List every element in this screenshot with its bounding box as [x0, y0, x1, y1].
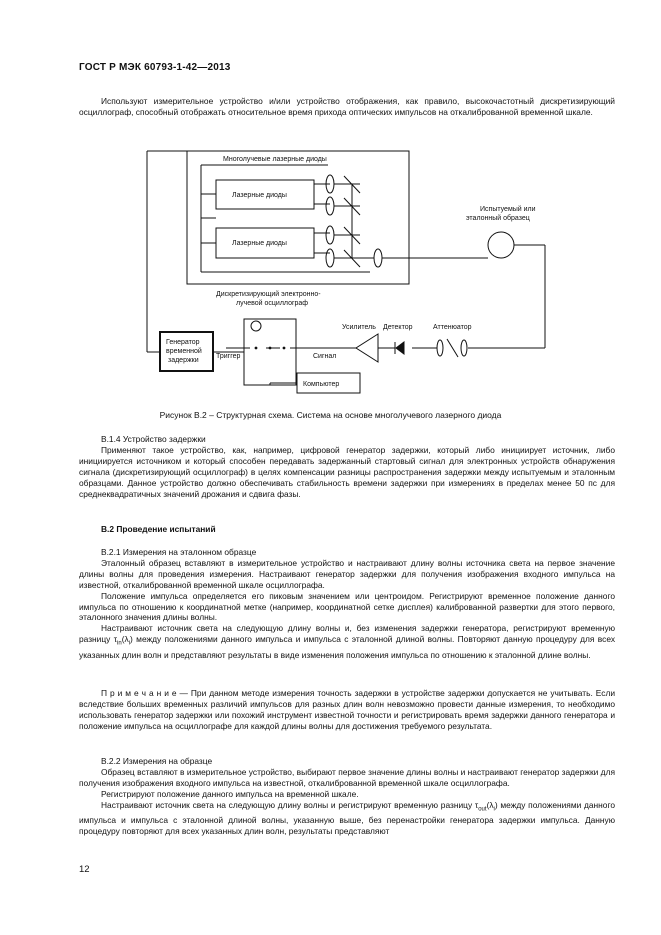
label-osc-1: Дискретизирующий электронно- [216, 291, 321, 298]
label-generator-1: Генератор [166, 339, 200, 346]
label-trigger: Триггер [216, 353, 241, 360]
figure-caption: Рисунок В.2 – Структурная схема. Система на основе многолучевого лазерного диода [159, 410, 502, 420]
label-generator-3: задержки [168, 357, 199, 364]
fiber-sample-coil [488, 232, 514, 258]
section-b14-heading: В.1.4 Устройство задержки [101, 434, 206, 444]
attenuator-lens-1 [461, 340, 467, 356]
label-amplifier: Усилитель [342, 324, 376, 331]
lens-3 [326, 226, 334, 244]
section-b22-p1: Образец вставляют в измерительное устройство, выбирают первое значение длины волны и настраивают генератор задержки для получения изображения входного импульса на известной, откалиброванной временной шкале осциллографа. [79, 766, 615, 788]
lens-2 [326, 197, 334, 215]
note-paragraph [79, 688, 615, 732]
section-b14 [79, 434, 615, 499]
lens-5 [374, 249, 382, 267]
block-diagram [0, 0, 661, 420]
label-attenuator: Аттенюатор [433, 324, 472, 331]
label-sample-2: эталонный образец [466, 215, 530, 222]
label-sample-1: Испытуемый или [480, 206, 536, 213]
label-generator-2: временной [166, 348, 202, 355]
page-number: 12 [79, 864, 90, 875]
label-diodes-1: Лазерные диоды [232, 192, 287, 199]
attenuator-lens-2 [437, 340, 443, 356]
detector-diode [396, 342, 404, 354]
section-b21-p3: Настраивают источник света на следующую длину волны и, без изменения задержки генератора, регистрируют временную разницу $\tau_{in}(\lambda_i)$ между положениями данного импульса и импульса с эталонной длиной волны. Повторяют данную процедуру для всех указанных длин волн и представляют результаты в виде изменения положения импульса по отношению к эталонной длине волны. [79, 623, 616, 660]
section-b22-p2: Регистрируют положение данного импульса на временной шкале. [101, 788, 359, 799]
note-text: При данном методе измерения точность задержки в устройстве задержки допускается не учитывать. Если вследствие больших временных различий импульсов для разных длин волн невозможно провести данные измерения, то необходимо использовать генератор задержки или похожий инструмент известной точности и регистрировать время задержки данного генератора и положение импульса на осциллографе для каждой длины волны для достижения требуемого результата. [79, 688, 616, 731]
label-detector: Детектор [383, 324, 413, 331]
section-b21-heading: В.2.1 Измерения на эталонном образце [101, 547, 257, 557]
section-b22-heading: В.2.2 Измерения на образце [101, 756, 213, 766]
section-b21-p1: Эталонный образец вставляют в измерительное устройство и настраивают длину волны источника света на первое значение длины волны для проведения измерения. Настраивают генератор задержки для получения изображения входного импульса на известной, откалиброванной временной шкале осциллографа. [79, 557, 615, 590]
section-b21 [79, 547, 615, 661]
amplifier-triangle [356, 334, 378, 362]
section-b14-text: Применяют такое устройство, как, например, цифровой генератор задержки, который либо инициирует источник, либо инициируется источником и который способен передавать задержанный стартовый сигнал для электронных устройств обнаружения сигнала (дискретизирующий осциллограф) в целях компенсации разницы распространения задержки между испытуемым и эталонным образцами. Данное устройство должно обеспечивать стабильность времени задержки при измерениях в пределах менее 50 пс для среднеквадратичных значений дрожания и сдвига фазы. [79, 444, 615, 499]
label-signal: Сигнал [313, 353, 337, 360]
section-b22 [79, 756, 615, 837]
label-multi-diodes: Многолучевые лазерные диоды [223, 156, 327, 163]
label-diodes-2: Лазерные диоды [232, 240, 287, 247]
section-b22-p3: Настраивают источник света на следующую длину волны и регистрируют временную разницу $\tau_{out}(\lambda_i)$ между положениями данного импульса и импульса с эталонной длиной волны, указанную выше, без перенастройки генератора задержки импульса. Данную процедуру повторяют для всех указанных длин волн, результаты представляют [79, 799, 615, 837]
oscilloscope-screen-icon [251, 321, 261, 331]
intro-text: Используют измерительное устройство и/или устройство отображения, как правило, высокочастотный дискретизирующий осциллограф, способный отображать относительное время прихода оптических импульсов на откалиброванной временной шкале. [79, 96, 615, 117]
section-b21-p2: Положение импульса определяется его пиковым значением или центроидом. Регистрируют временное положение данного импульса по отношению к координатной метке (например, координатной сетке дисплея) калиброванной развертки для этого первого, эталонного значения длины волны. [79, 590, 615, 623]
label-osc-2: лучевой осциллограф [236, 300, 309, 307]
lens-4 [326, 249, 334, 267]
section-b2-heading: В.2 Проведение испытаний [101, 524, 216, 534]
label-computer: Компьютер [303, 381, 340, 388]
document-header: ГОСТ Р МЭК 60793-1-42—2013 [79, 62, 231, 73]
multibeam-laser-box [187, 151, 409, 284]
note-label: П р и м е ч а н и е — [101, 688, 188, 698]
